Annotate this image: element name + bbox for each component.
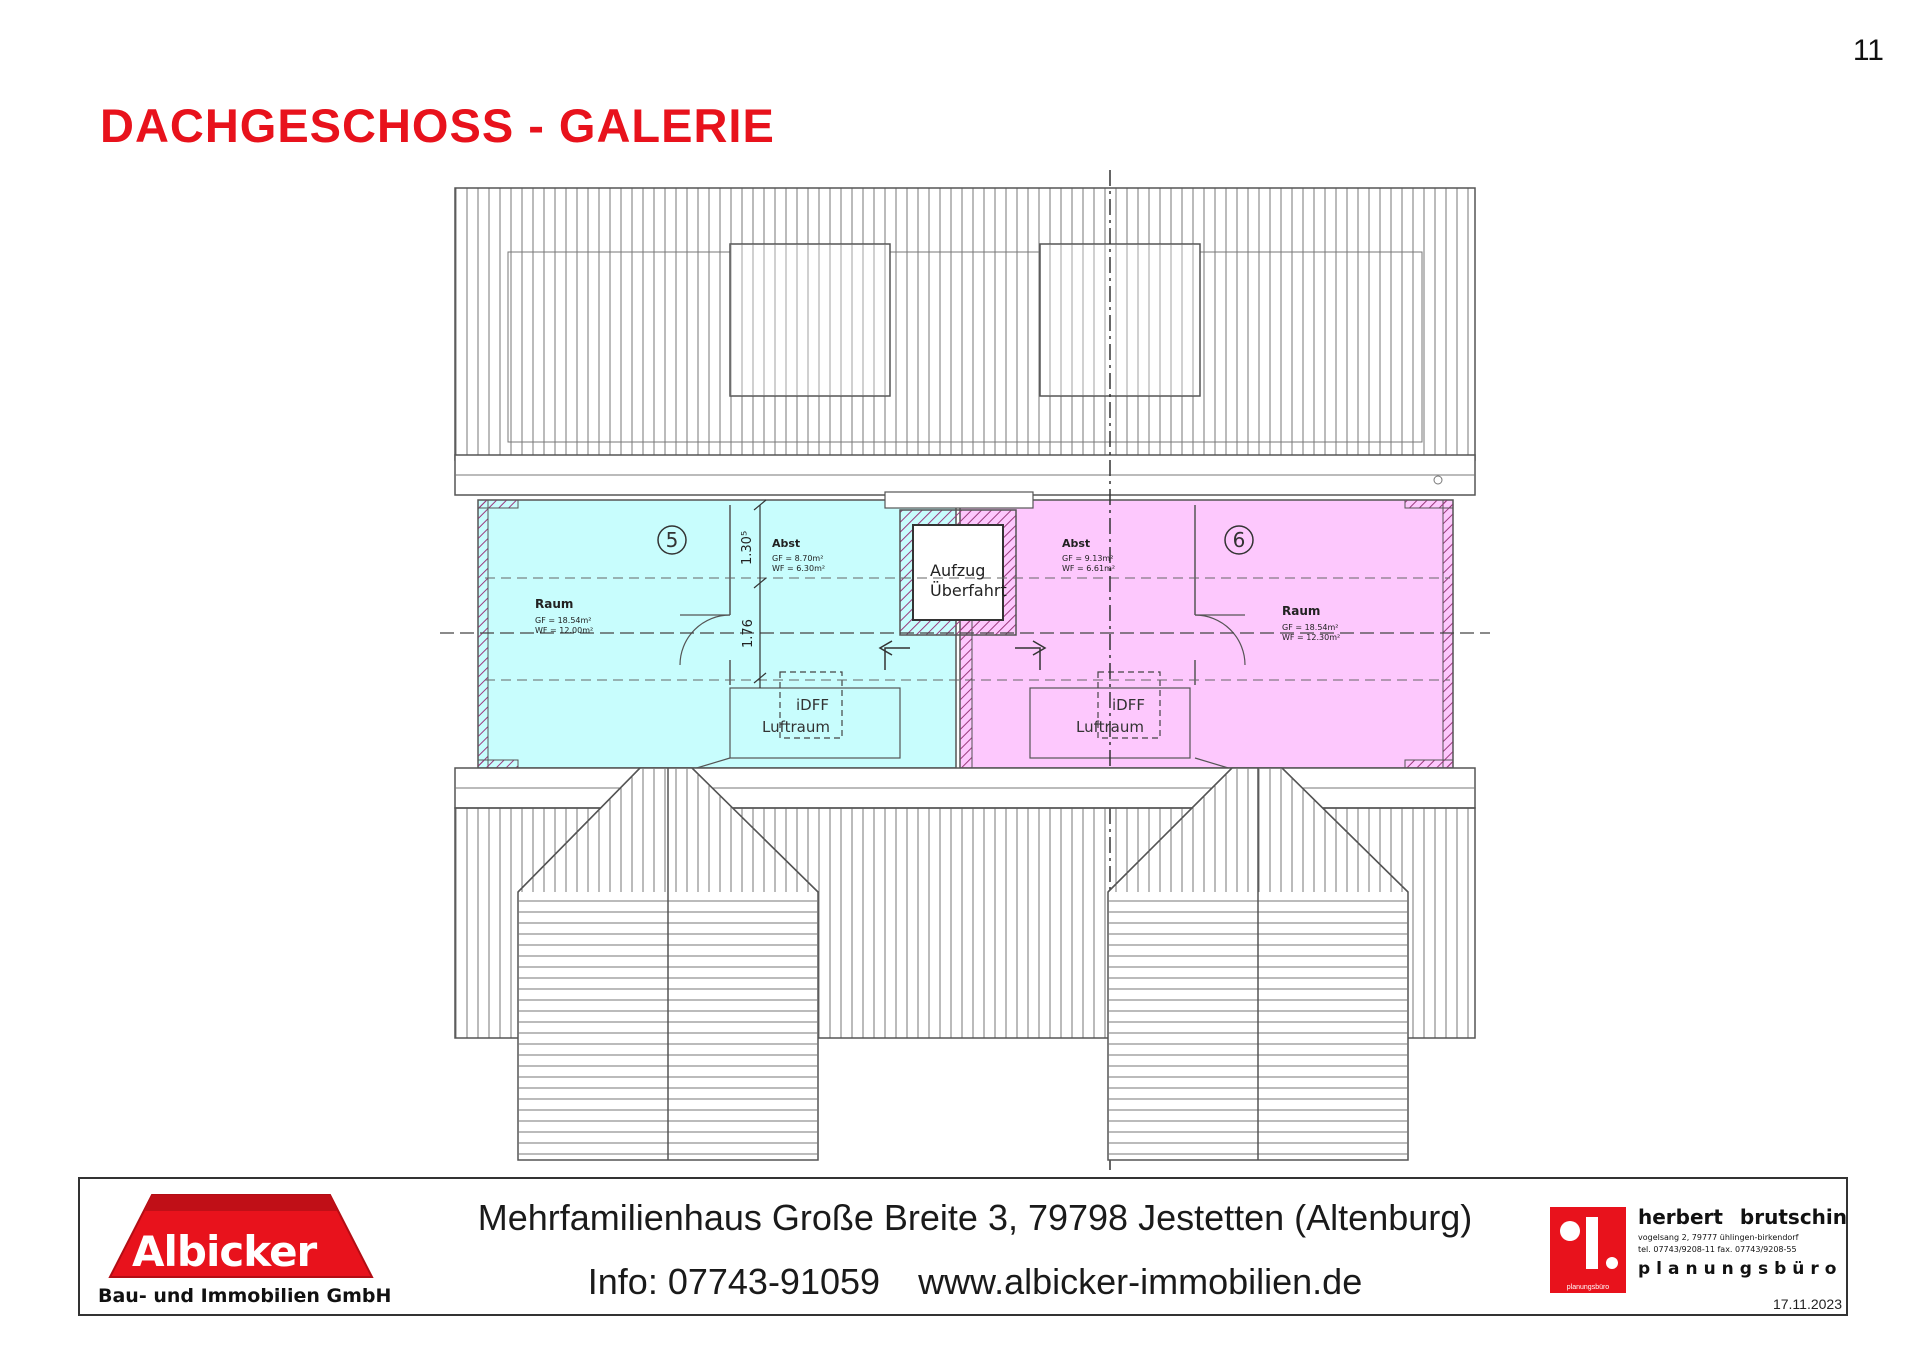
info-phone: Info: 07743-91059 (587, 1261, 881, 1302)
brutschin-tagline: planungsbüro (1638, 1259, 1843, 1279)
unit-6-abst-gf: GF = 9.13m² (1062, 554, 1114, 563)
brutschin-phone: tel. 07743/9208-11 fax. 07743/9208-55 (1638, 1245, 1797, 1254)
albicker-logo (92, 1189, 392, 1307)
unit-6-raum-name: Raum (1282, 604, 1321, 618)
contact-line (460, 1261, 1490, 1303)
dimension-top: 1.30⁵ (740, 530, 755, 565)
unit-6 (960, 500, 1453, 770)
unit-6-luftraum-line2: Luftraum (1076, 718, 1144, 736)
roof-upper (455, 188, 1475, 460)
project-address: Mehrfamilienhaus Große Breite 3, 79798 Jestetten (Altenburg) (477, 1197, 1473, 1238)
unit-5 (478, 500, 956, 770)
document-date: 17.11.2023 (1772, 1296, 1842, 1312)
brutschin-mark-icon (1550, 1207, 1626, 1293)
footer-banner (78, 1177, 1848, 1316)
roof-lower (455, 768, 1475, 1160)
albicker-subtitle: Bau- und Immobilien GmbH (98, 1285, 392, 1307)
unit-5-raum-name: Raum (535, 597, 574, 611)
unit-5-raum-gf: GF = 18.54m² (535, 616, 592, 625)
unit-5-abst-name: Abst (772, 537, 801, 550)
unit-6-abst-wf: WF = 6.61m² (1062, 564, 1116, 573)
unit-6-abst-name: Abst (1062, 537, 1091, 550)
unit-6-number: 6 (1232, 528, 1246, 552)
unit-5-abst-gf: GF = 8.70m² (772, 554, 824, 563)
unit-6-luftraum-line1: iDFF (1112, 696, 1145, 714)
elevator-label-line1: Aufzug (930, 561, 986, 580)
unit-5-luftraum-line1: iDFF (796, 696, 829, 714)
brutschin-address: vogelsang 2, 79777 ühlingen-birkendorf (1638, 1233, 1799, 1242)
unit-5-raum-wf: WF = 12.00m² (535, 626, 594, 635)
page-title: DACHGESCHOSS - GALERIE (100, 99, 775, 152)
elevator-label-line2: Überfahrt (930, 581, 1007, 600)
unit-5-abst-wf: WF = 6.30m² (772, 564, 826, 573)
brutschin-logo (1550, 1205, 1848, 1305)
website-link[interactable]: www.albicker-immobilien.de (918, 1261, 1363, 1302)
dimension-mid: 1.76 (741, 619, 756, 648)
unit-6-raum-gf: GF = 18.54m² (1282, 623, 1339, 632)
unit-6-raum-wf: WF = 12.30m² (1282, 633, 1341, 642)
floor-plan (440, 170, 1510, 1170)
unit-5-luftraum-line2: Luftraum (762, 718, 830, 736)
albicker-logo-text: Albicker (132, 1227, 317, 1276)
brutschin-mark-text: planungsbüro (1566, 1284, 1610, 1291)
unit-5-number: 5 (665, 528, 679, 552)
page-number: 11 (1852, 34, 1884, 67)
brutschin-name: herbert brutschin (1638, 1205, 1848, 1229)
